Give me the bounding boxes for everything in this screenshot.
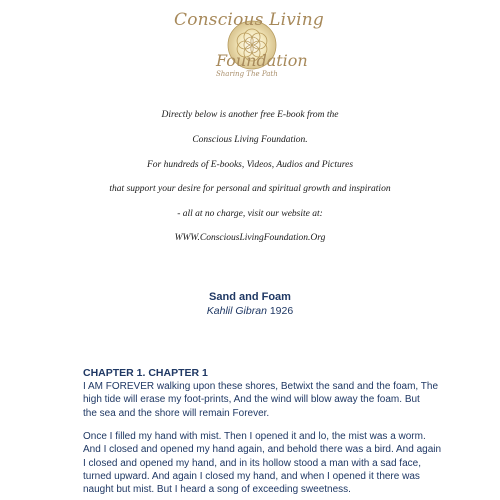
foundation-logo <box>172 2 332 84</box>
chapter-paragraph <box>83 380 438 420</box>
chapter-paragraph <box>83 430 442 496</box>
chapter-heading: CHAPTER 1. CHAPTER 1 <box>83 367 208 379</box>
book-title: Sand and Foam <box>209 291 291 303</box>
intro-line: that support your desire for personal and spiritual growth and inspiration <box>109 184 391 194</box>
intro-line: Conscious Living Foundation. <box>192 135 308 145</box>
intro-line: Directly below is another free E-book from the <box>161 110 339 120</box>
website-link[interactable]: WWW.ConsciousLivingFoundation.Org <box>174 233 326 243</box>
paragraph-line: naught but mist. But I heard a song of exceeding sweetness. <box>83 484 351 496</box>
paragraph-line: high tide will erase my foot-prints, And the wind will blow away the foam. But <box>83 394 420 406</box>
book-year: 1926 <box>269 305 294 317</box>
book-byline <box>0 305 500 317</box>
paragraph-line: the sea and the shore will remain Forever. <box>83 407 270 419</box>
paragraph-line: I closed and opened my hand, and in its hollow stood a man with a sad face, <box>83 457 421 469</box>
logo-name-top: Conscious Living <box>174 10 324 30</box>
logo-name-bottom: Foundation <box>216 51 308 70</box>
paragraph-line: And I closed and opened my hand again, and behold there was a bird. And again <box>83 444 442 456</box>
paragraph-line: I AM FOREVER walking upon these shores, Betwixt the sand and the foam, The <box>83 381 438 392</box>
intro-line: For hundreds of E-books, Videos, Audios and Pictures <box>146 160 354 170</box>
logo-tagline: Sharing The Path <box>216 70 278 78</box>
book-author: Kahlil Gibran <box>206 305 267 317</box>
intro-line: - all at no charge, visit our website at: <box>177 209 323 219</box>
paragraph-line: turned upward. And again I closed my hand, and when I opened it there was <box>83 470 420 482</box>
paragraph-line: Once I filled my hand with mist. Then I opened it and lo, the mist was a worm. <box>83 431 426 442</box>
